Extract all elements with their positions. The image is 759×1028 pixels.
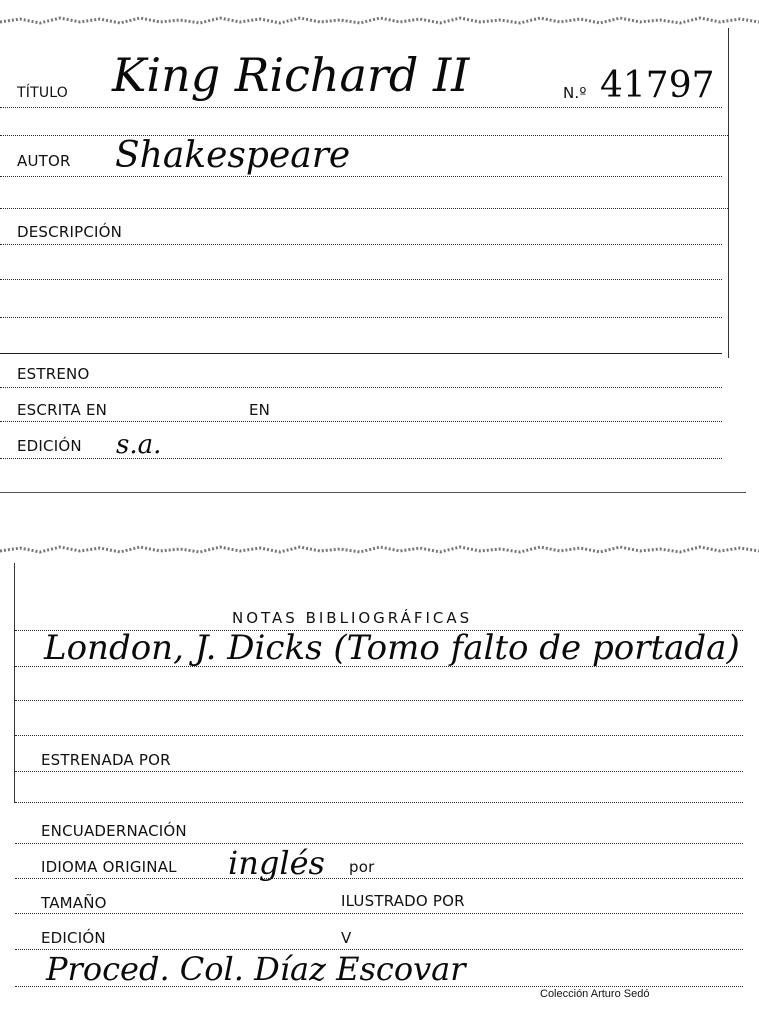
escrita-en-line: [0, 421, 722, 422]
encuadernacion-line: [15, 843, 743, 844]
notas-value: London, J. Dicks (Tomo falto de portada): [44, 628, 740, 668]
edicion-label: EDICIÓN: [17, 437, 82, 455]
ruled-line: [0, 135, 728, 136]
estrenada-por-line: [15, 771, 743, 772]
tamano-label: TAMAÑO: [41, 894, 107, 912]
idioma-original-value: inglés: [228, 844, 325, 882]
autor-line: [0, 176, 722, 177]
catalog-card-bottom: [0, 535, 759, 1025]
estreno-line: [0, 387, 722, 388]
edicion-bottom-label: EDICIÓN: [41, 929, 106, 947]
procedencia-line: [15, 986, 743, 987]
torn-edge-top: [0, 543, 759, 557]
numero-value: 41797: [600, 65, 715, 106]
idioma-original-line: [15, 878, 743, 879]
collection-credit: Colección Arturo Sedó: [540, 988, 650, 1000]
notas-line: [15, 666, 743, 667]
edicion-value: s.a.: [116, 430, 162, 460]
tamano-line: [15, 913, 743, 914]
notas-heading: NOTAS BIBLIOGRÁFICAS: [232, 609, 473, 627]
titulo-value: King Richard II: [112, 48, 470, 102]
autor-label: AUTOR: [17, 152, 71, 170]
autor-value: Shakespeare: [115, 135, 351, 176]
estrenada-por-label: ESTRENADA POR: [41, 751, 171, 769]
ruled-line: [15, 735, 743, 736]
titulo-label: TÍTULO: [17, 85, 68, 101]
ruled-line: [15, 802, 743, 803]
edicion-line: [0, 458, 722, 459]
ruled-line: [0, 353, 722, 354]
card-left-border: [14, 563, 15, 803]
idioma-por-label: por: [349, 858, 375, 876]
edicion-v-label: V: [341, 929, 352, 947]
ruled-line: [0, 208, 728, 209]
titulo-line: [0, 107, 722, 108]
escrita-en-en-label: EN: [249, 401, 271, 419]
ilustrado-por-label: ILUSTRADO POR: [341, 892, 465, 910]
numero-label: N.º: [563, 84, 587, 102]
ruled-line: [0, 279, 722, 280]
torn-edge-top: [0, 14, 759, 28]
catalog-card-top: [0, 0, 759, 495]
idioma-original-label: IDIOMA ORIGINAL: [41, 858, 177, 876]
procedencia-value: Proced. Col. Díaz Escovar: [46, 950, 466, 988]
encuadernacion-label: ENCUADERNACIÓN: [41, 822, 187, 840]
descripcion-line: [0, 244, 722, 245]
ruled-line: [0, 317, 722, 318]
descripcion-label: DESCRIPCIÓN: [17, 223, 123, 241]
ruled-line: [15, 700, 743, 701]
estreno-label: ESTRENO: [17, 365, 90, 383]
card-bottom-edge: [0, 492, 746, 493]
escrita-en-label: ESCRITA EN: [17, 401, 108, 419]
card-right-border: [728, 28, 729, 358]
